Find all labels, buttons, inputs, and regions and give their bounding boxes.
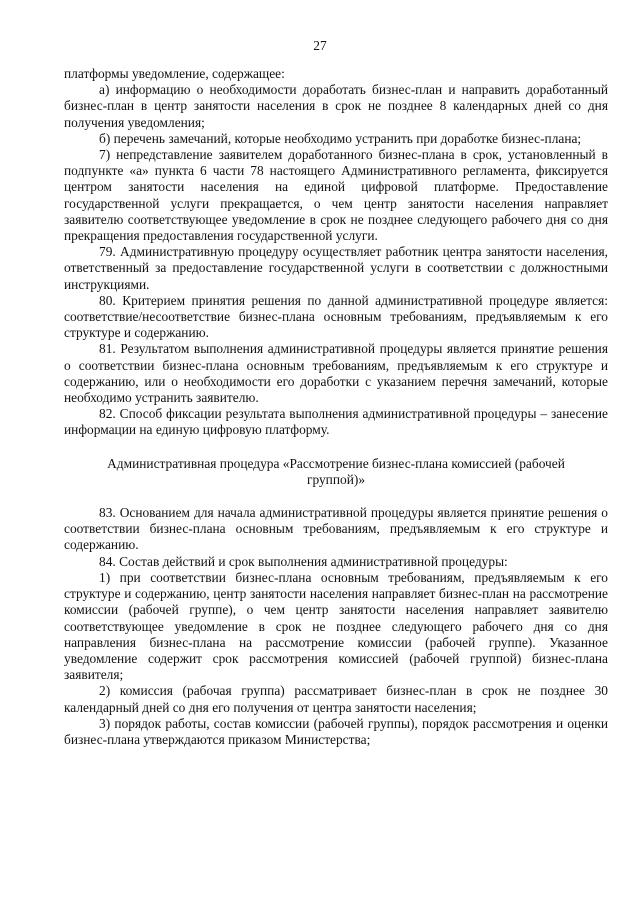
- document-body: [64, 66, 608, 748]
- paragraph-84: 84. Состав действий и срок выполнения административной процедуры:: [99, 553, 508, 569]
- paragraph-81: 81. Результатом выполнения административной процедуры является принятие решения о соответствии бизнес-плана основным требованиям, предъявляемым к его структуре и содержанию, или о необходимости его доработки с указанием перечня замечаний, которые необходимо устранить заявителю.: [64, 341, 608, 406]
- paragraph-item-7: 7) непредставление заявителем доработанного бизнес-плана в срок, установленный в подпункте «а» пункта 6 части 78 настоящего Административного регламента, фиксируется центром занятости населения на единой цифровой платформе. Предоставление государственной услуги прекращается, о чем центр занятости населения направляет заявителю соответствующее уведомление в срок не позднее следующего рабочего дня со дня прекращения предоставления государственной услуги.: [64, 147, 608, 244]
- section-heading: Административная процедура «Рассмотрение бизнес-плана комиссией (рабочей группой)»: [107, 455, 565, 487]
- paragraph-continuation: платформы уведомление, содержащее:: [64, 66, 285, 81]
- paragraph-item-a: а) информацию о необходимости доработать бизнес-план и направить доработанный бизнес-план в центр занятости населения в срок не позднее 8 календарных дней со дня получения уведомления;: [64, 82, 608, 130]
- paragraph-83: 83. Основанием для начала административной процедуры является принятие решения о соответствии бизнес-плана основным требованиям, предъявляемым к его структуре и содержанию.: [64, 505, 608, 553]
- paragraph-item-3: 3) порядок работы, состав комиссии (рабочей группы), порядок рассмотрения и оценки бизнес-плана утверждаются приказом Министерства;: [64, 715, 608, 747]
- paragraph-item-b: б) перечень замечаний, которые необходимо устранить при доработке бизнес-плана;: [99, 130, 582, 146]
- page-number: 27: [313, 38, 327, 53]
- paragraph-82: 82. Способ фиксации результата выполнения административной процедуры – занесение информации на единую цифровую платформу.: [64, 406, 608, 438]
- paragraph-item-2: 2) комиссия (рабочая группа) рассматривает бизнес-план в срок не позднее 30 календарный дней со дня его получения от центра занятости населения;: [64, 683, 608, 715]
- paragraph-79: 79. Административную процедуру осуществляет работник центра занятости населения, ответственный за предоставление государственной услуги в соответствии с должностными инструкциями.: [64, 244, 608, 292]
- paragraph-80: 80. Критерием принятия решения по данной административной процедуре является: соответствие/несоответствие бизнес-плана основным требованиям, предъявляемым к его структуре и содержанию.: [64, 292, 608, 341]
- paragraph-item-1: 1) при соответствии бизнес-плана основным требованиям, предъявляемым к его структуре и содержанию, центр занятости населения направляет бизнес-план на рассмотрение комиссии (рабочей группе), о чем центр занятости населения направляет заявителю соответствующее уведомление в срок не позднее следующего рабочего дня со дня направления бизнес-плана на рассмотрение комиссии (рабочей группе). Указанное уведомление содержит срок рассмотрения комиссией (рабочей группой) бизнес-плана заявителя;: [64, 569, 608, 683]
